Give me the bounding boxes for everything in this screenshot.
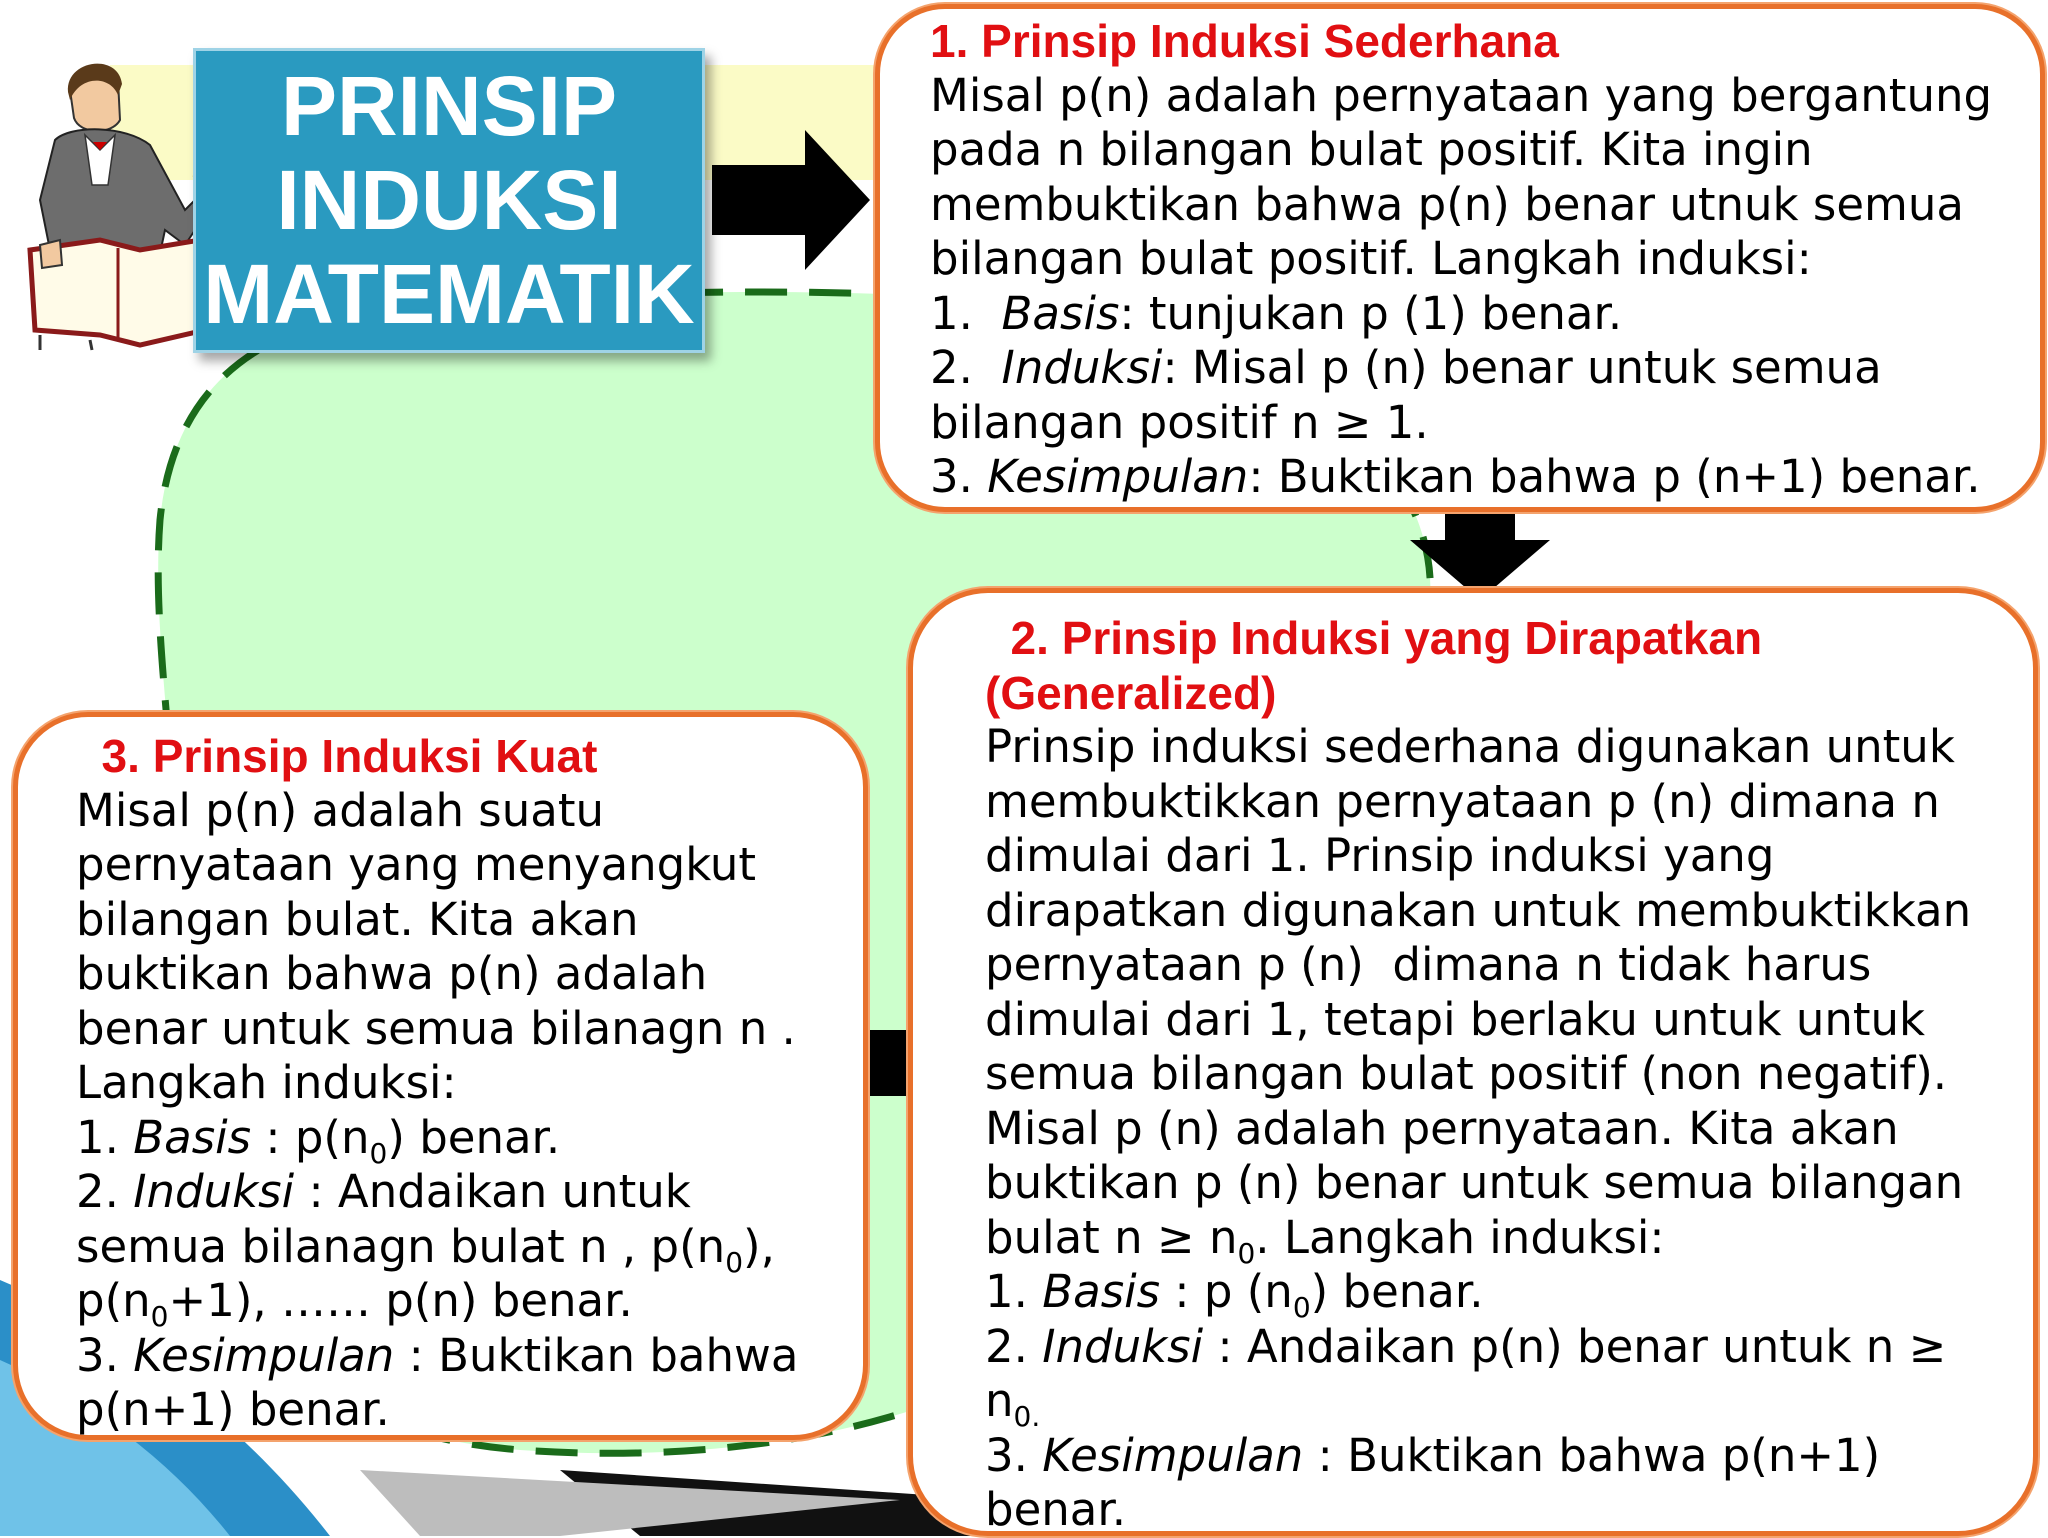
box2-step-basis <box>985 1265 2033 1324</box>
box1-step-kesimpulan-term: Kesimpulan <box>987 450 1249 503</box>
box2-step-induksi-term: Induksi <box>1042 1319 1204 1373</box>
box3-step-induksi-cont-1-a: semua bilanagn bulat n , p(n <box>76 1219 726 1273</box>
box3-line-3: bilangan bulat. Kita akan <box>76 892 639 946</box>
box1-step-basis-term: Basis <box>1001 286 1120 340</box>
box2-line-10-a: bulat n ≥ n <box>985 1210 1238 1264</box>
box3-step-induksi <box>76 1165 863 1220</box>
box3-step-kesimpulan-num: 3. <box>76 1328 134 1382</box>
box1-step-kesimpulan-text: : Buktikan bahwa p (n+1) benar. <box>1248 450 1981 503</box>
box3-step-induksi-text: : Andaikan untuk <box>294 1165 691 1218</box>
box3-step-basis-term: Basis <box>133 1110 252 1164</box>
box2-step-induksi-cont-sub: 0. <box>1013 1400 1041 1433</box>
box2-step-kesimpulan-text: : Buktikan bahwa p(n+1) <box>1303 1428 1881 1482</box>
box3-step-basis <box>76 1110 863 1170</box>
box2-step-basis-sub: 0 <box>1292 1291 1311 1324</box>
box3-line-5: benar untuk semua bilanagn n . <box>76 1001 796 1055</box>
title-box <box>193 48 705 353</box>
box3-step-induksi-cont-1 <box>76 1219 863 1279</box>
box2-line-8: Misal p (n) adalah pernyataan. Kita akan <box>985 1101 1899 1155</box>
box2-line-5: pernyataan p (n) dimana n tidak harus <box>985 938 1872 991</box>
box3-step-kesimpulan-term: Kesimpulan <box>133 1328 395 1382</box>
box3-step-induksi-cont-1-b: ), <box>743 1219 775 1273</box>
box1-step-basis-text: : tunjukan p (1) benar. <box>1119 286 1623 340</box>
box3-line-2: pernyataan yang menyangkut <box>76 838 757 891</box>
box2-heading-1: 2. Prinsip Induksi yang Dirapatkan <box>985 612 1763 664</box>
box2-line-10 <box>985 1210 2033 1270</box>
title-line-2: INDUKSI <box>276 153 622 247</box>
box2-line-6: dimulai dari 1, tetapi berlaku untuk untuk <box>985 992 1926 1046</box>
box1-step-induksi <box>930 341 2040 396</box>
box2-step-kesimpulan <box>985 1429 2033 1484</box>
box1-step-induksi-cont: bilangan positif n ≥ 1. <box>930 395 1429 449</box>
box2-heading-2: (Generalized) <box>985 666 1277 719</box>
box2-step-basis-num: 1. <box>985 1265 1043 1318</box>
box1-step-induksi-text: : Misal p (n) benar untuk semua <box>1162 341 1882 394</box>
box2-step-kesimpulan-num: 3. <box>985 1428 1043 1482</box>
box1-step-basis-num: 1. <box>930 286 1002 340</box>
box2-step-basis-b: ) benar. <box>1310 1265 1484 1318</box>
box2-line-1: Prinsip induksi sederhana digunakan untuk <box>985 720 1955 773</box>
box3-line-4: buktikan bahwa p(n) adalah <box>76 947 708 1000</box>
box2-step-kesimpulan-cont: benar. <box>985 1483 1127 1536</box>
box2-step-induksi-cont-n: n <box>985 1374 1014 1427</box>
box3-step-induksi-cont-2-a: p(n <box>76 1274 151 1327</box>
box3-step-kesimpulan <box>76 1329 863 1384</box>
box3-step-induksi-cont-1-sub: 0 <box>725 1245 744 1279</box>
box2-line-10-sub: 0 <box>1237 1236 1256 1270</box>
box3-line-6: Langkah induksi: <box>76 1056 457 1109</box>
box3-step-induksi-cont-2-b: +1), …… p(n) benar. <box>168 1274 633 1327</box>
box2-step-kesimpulan-term: Kesimpulan <box>1042 1428 1304 1482</box>
box3-step-induksi-cont-2 <box>76 1274 863 1333</box>
box2-step-induksi-text: : Andaikan p(n) benar untuk n ≥ <box>1203 1319 1947 1373</box>
box1-step-kesimpulan-num: 3. <box>930 450 988 503</box>
box2-line-3: dimulai dari 1. Prinsip induksi yang <box>985 829 1775 882</box>
box3-heading: 3. Prinsip Induksi Kuat <box>76 730 598 782</box>
box1-line-4: bilangan bulat positif. Langkah induksi: <box>930 232 1812 285</box>
box-strong-induction <box>13 712 868 1440</box>
box3-step-induksi-num: 2. <box>76 1165 134 1218</box>
box3-step-kesimpulan-cont: p(n+1) benar. <box>76 1383 390 1436</box>
box1-heading: 1. Prinsip Induksi Sederhana <box>930 15 1559 67</box>
title-line-1: PRINSIP <box>280 59 618 153</box>
box3-step-induksi-cont-2-sub: 0 <box>150 1300 169 1333</box>
box3-step-induksi-term: Induksi <box>133 1165 295 1218</box>
box2-step-induksi <box>985 1320 2033 1375</box>
box2-line-7: semua bilangan bulat positif (non negatif). <box>985 1047 1948 1100</box>
box3-step-basis-sub: 0 <box>369 1136 388 1170</box>
box3-line-1: Misal p(n) adalah suatu <box>76 783 604 837</box>
box3-step-kesimpulan-text: : Buktikan bahwa <box>394 1328 799 1382</box>
box1-line-3: membuktikan bahwa p(n) benar utnuk semua <box>930 177 1964 231</box>
box2-step-induksi-num: 2. <box>985 1319 1043 1373</box>
box3-step-basis-a: : p(n <box>251 1110 370 1164</box>
box2-step-induksi-cont <box>985 1374 2033 1433</box>
title-line-3: MATEMATIK <box>203 247 695 341</box>
box2-step-basis-term: Basis <box>1042 1265 1161 1318</box>
box-simple-induction <box>875 4 2045 512</box>
box1-line-2: pada n bilangan bulat positif. Kita ingin <box>930 123 1813 176</box>
box2-line-4: dirapatkan digunakan untuk membuktikkan <box>985 883 1972 937</box>
box1-step-kesimpulan <box>930 450 2040 505</box>
box2-step-basis-a: : p (n <box>1160 1265 1293 1318</box>
box1-step-basis <box>930 287 2040 342</box>
box2-line-9: buktikan p (n) benar untuk semua bilangan <box>985 1156 1964 1209</box>
box3-step-basis-num: 1. <box>76 1110 134 1164</box>
box2-line-10-b: . Langkah induksi: <box>1255 1210 1665 1264</box>
box3-step-basis-b: ) benar. <box>387 1110 561 1164</box>
box1-line-1: Misal p(n) adalah pernyataan yang bergantung <box>930 68 1993 122</box>
box2-line-2: membuktikkan pernyataan p (n) dimana n <box>985 774 1940 828</box>
box1-step-induksi-term: Induksi <box>1001 341 1163 394</box>
box-generalized-induction <box>908 588 2038 1536</box>
box1-step-induksi-num: 2. <box>930 341 1002 394</box>
